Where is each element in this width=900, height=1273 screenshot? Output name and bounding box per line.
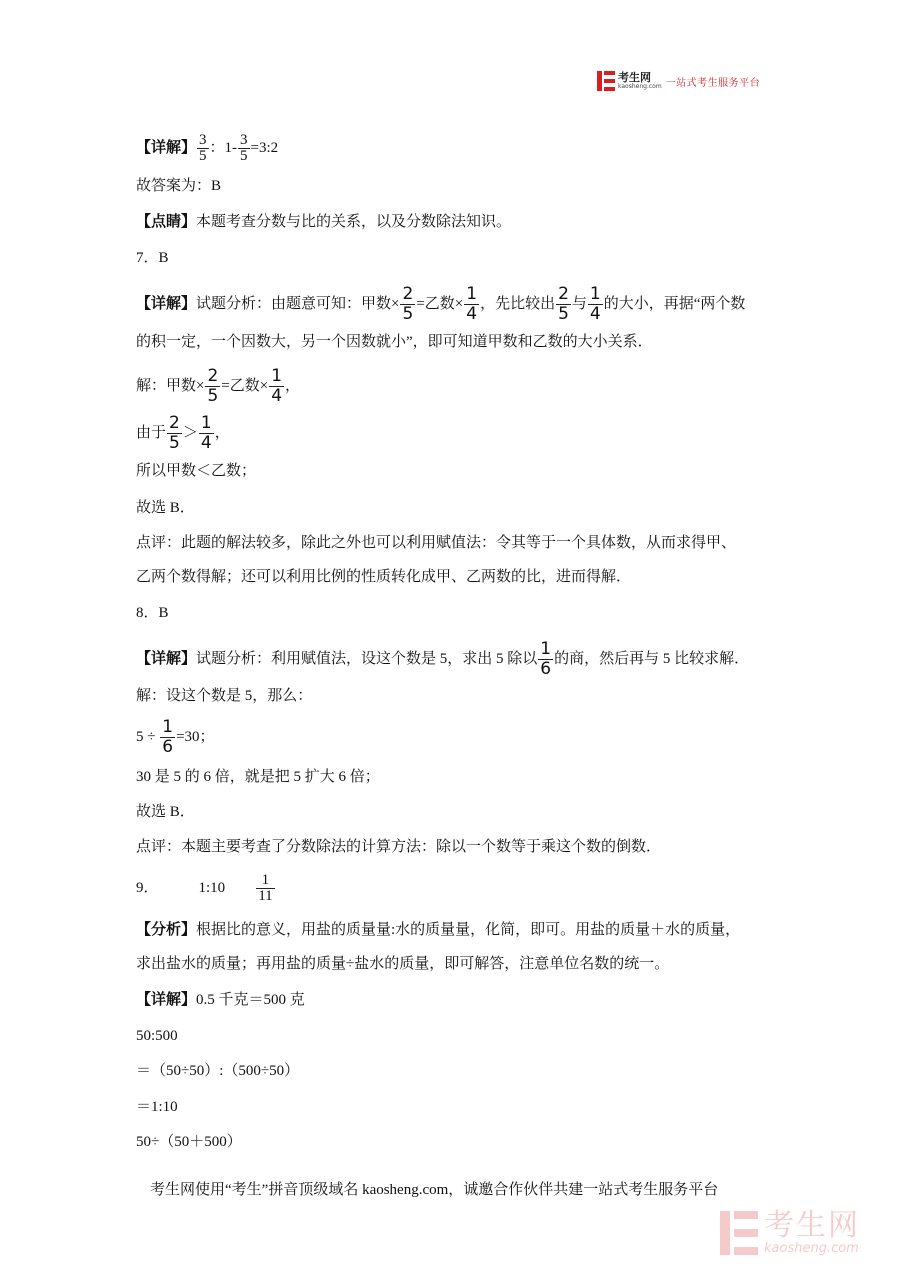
fraction: $\frac{3}{5}$: [240, 132, 248, 164]
line-detail-7: 【详解】试题分析：由题意可知：甲数× $\frac{2}{5}$ =乙数× $\frac{1}{4}$ ，先比较出 $\frac{2}{5}$ 与 $\frac{1}{4}$ 的大小，再据“两个数: [136, 284, 746, 324]
text-line: 50:500: [136, 1028, 178, 1044]
section-label: 【详解】: [136, 295, 197, 312]
section-label: 【分析】: [136, 922, 197, 938]
section-label: 【点睛】: [136, 214, 197, 230]
fraction: $\frac{2}{5}$: [207, 366, 219, 406]
fraction: $\frac{1}{4}$: [466, 284, 478, 324]
watermark-domain: kaosheng.com: [764, 1241, 859, 1256]
solution-line: 由于 $\frac{2}{5}$ ＞ $\frac{1}{4}$ ，: [136, 413, 230, 453]
text-line: 的积一定，一个因数大，另一个因数就小”，即可知道甲数和乙数的大小关系．: [136, 334, 653, 350]
text-line: 故选 B．: [136, 500, 195, 516]
kaosheng-watermark-icon: [720, 1211, 758, 1255]
text-line: 所以甲数＜乙数；: [136, 463, 257, 479]
fraction: $\frac{1}{6}$: [162, 717, 174, 757]
line-analysis-9: 【分析】根据比的意义，用盐的质量量:水的质量量，化简，即可。用盐的质量＋水的质量，: [136, 922, 741, 938]
text-line: 30 是 5 的 6 倍，就是把 5 扩大 6 倍；: [136, 769, 380, 785]
solution-line: 解：甲数× $\frac{2}{5}$ =乙数× $\frac{1}{4}$ ，: [136, 366, 301, 406]
text-line: 点评：本题主要考查了分数除法的计算方法：除以一个数等于乘这个数的倒数．: [136, 839, 662, 855]
text-line: 50÷（50＋500）: [136, 1134, 242, 1150]
watermark-name: 考生网: [764, 1208, 860, 1243]
section-label: 【详解】: [136, 650, 197, 667]
kaosheng-logo-icon: [597, 71, 615, 91]
fraction: $\frac{1}{6}$: [540, 639, 552, 679]
text-line: 求出盐水的质量；再用盐的质量÷盐水的质量，即可解答，注意单位名数的统一。: [136, 956, 670, 972]
section-label: 【详解】: [136, 992, 197, 1008]
fraction: $\frac{1}{11}$: [258, 872, 273, 904]
question-number-7: 7．B: [136, 250, 169, 266]
header-logo: [597, 71, 760, 91]
question-number-8: 8．B: [136, 605, 169, 621]
question-number-9: 9． 1:10 $\frac{1}{11}$: [136, 872, 273, 904]
logo-text: [618, 72, 662, 90]
fraction: $\frac{1}{4}$: [200, 413, 212, 453]
line-detail-8: 【详解】试题分析：利用赋值法，设这个数是 5，求出 5 除以 $\frac{1}{6}$ 的商，然后再与 5 比较求解．: [136, 639, 750, 679]
fraction: $\frac{2}{5}$: [169, 413, 180, 453]
fraction: $\frac{2}{5}$: [402, 284, 414, 324]
fraction: $\frac{1}{4}$: [589, 284, 601, 324]
watermark: [720, 1210, 860, 1256]
text-line: 点评：此题的解法较多，除此之外也可以利用赋值法：令其等于一个具体数，从而求得甲、: [136, 535, 737, 551]
line-comment: 【点睛】本题考查分数与比的关系，以及分数除法知识。: [136, 214, 512, 230]
logo-slogan: 一站式考生服务平台: [665, 77, 761, 89]
text-line: ＝1:10: [136, 1099, 178, 1115]
fraction: $\frac{2}{5}$: [558, 284, 569, 324]
fraction: $\frac{1}{4}$: [271, 366, 283, 406]
logo-name: 考生网: [618, 71, 651, 84]
text-line: ＝（50÷50）:（500÷50）: [136, 1063, 300, 1079]
solution-line: 5 ÷ $\frac{1}{6}$ =30；: [136, 717, 215, 757]
logo-domain: kaosheng.com: [618, 83, 662, 90]
answer-line: 故答案为：B: [136, 178, 222, 194]
fraction: $\frac{3}{5}$: [199, 132, 207, 164]
line-detail-9: 【详解】0.5 千克＝500 克: [136, 992, 305, 1008]
text-line: 乙两个数得解；还可以利用比例的性质转化成甲、乙两数的比，进而得解．: [136, 569, 632, 585]
footer-text: 考生网使用“考生”拼音顶级域名 kaosheng.com，诚邀合作伙伴共建一站式考生服务平台: [150, 1182, 719, 1198]
line-detail-1: 【详解】 $\frac{3}{5}$ ：1- $\frac{3}{5}$ =3:2: [136, 132, 279, 164]
text-line: 解：设这个数是 5，那么：: [136, 688, 313, 704]
text-line: 故选 B．: [136, 804, 195, 820]
section-label: 【详解】: [136, 139, 197, 156]
